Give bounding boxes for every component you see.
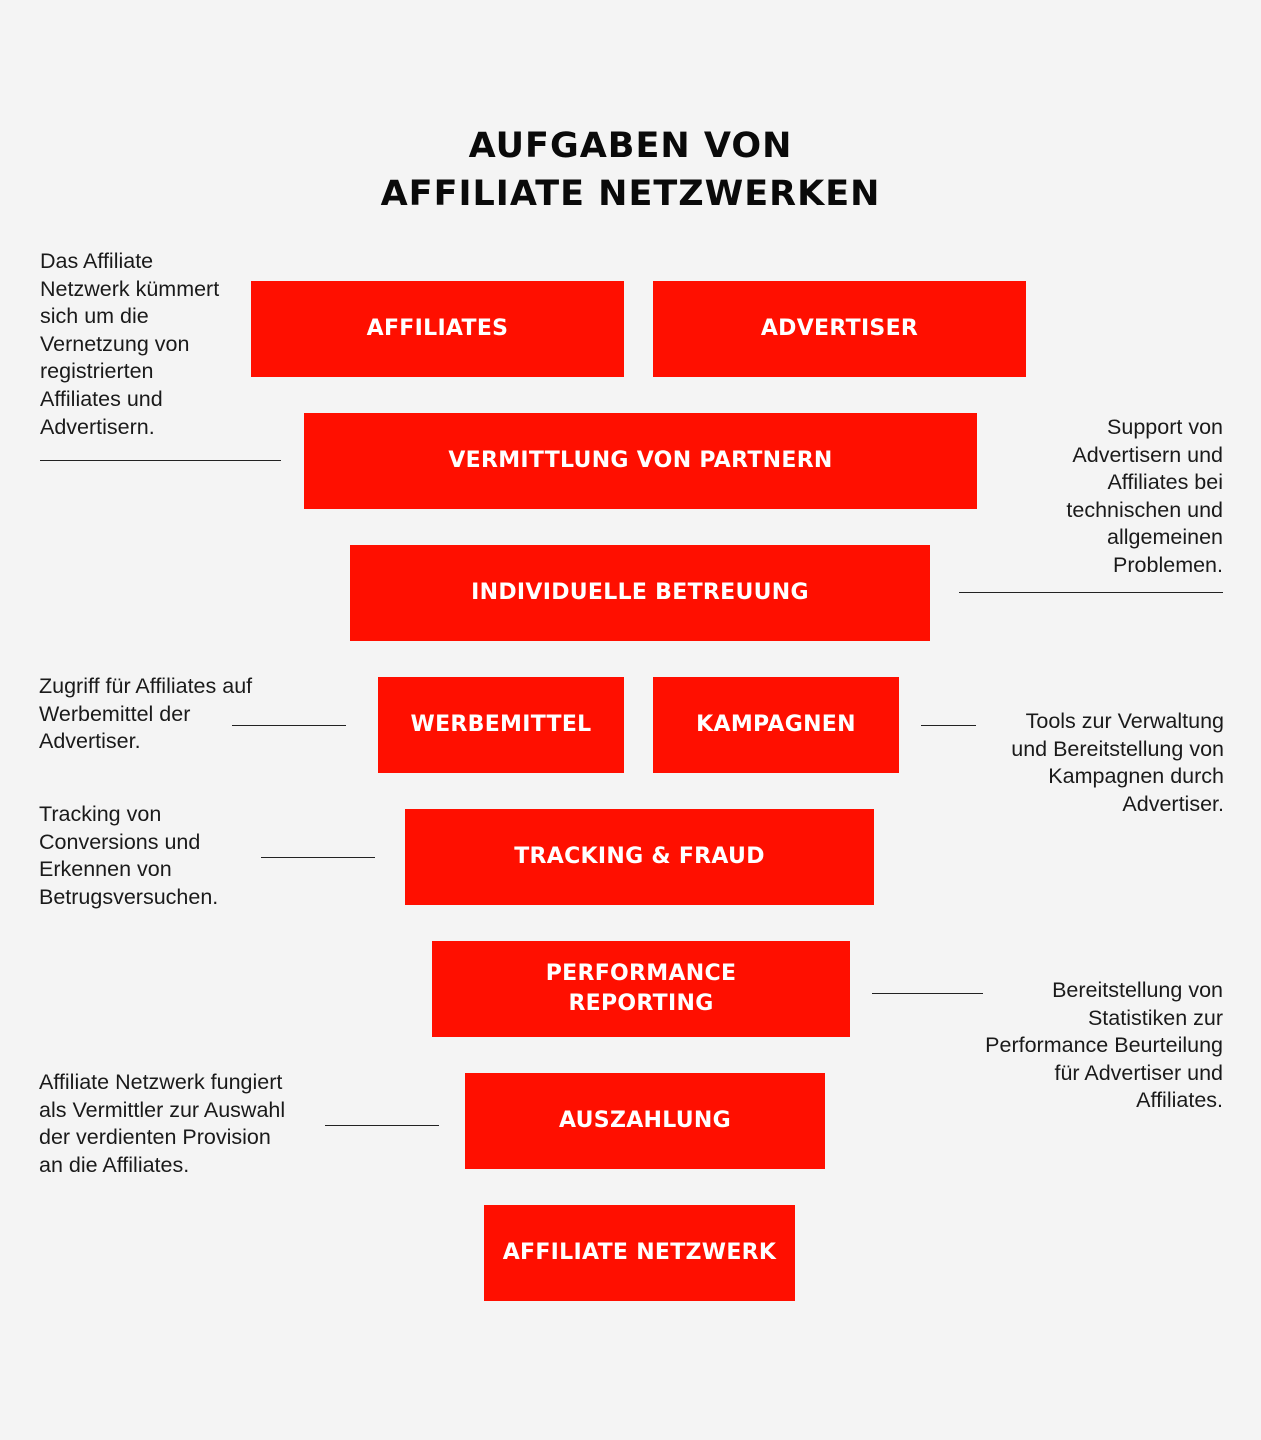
note-statistiken: Bereitstellung von Statistiken zur Performance Beurteilung für Advertiser und Affiliates.: [985, 978, 1223, 1113]
box-tracking-fraud: TRACKING & FRAUD: [405, 809, 874, 905]
diagram-title: [0, 122, 1261, 218]
box-kampagnen: KAMPAGNEN: [653, 677, 899, 773]
box-performance-reporting: [432, 941, 850, 1037]
note-auszahlung: Affiliate Netzwerk fungiert als Vermittler zur Auswahl der verdienten Provision an die Affiliates.: [39, 1070, 286, 1177]
connector-line-vernetzung: [40, 460, 281, 461]
performance-line-2: REPORTING: [568, 991, 714, 1016]
box-werbemittel: WERBEMITTEL: [378, 677, 624, 773]
performance-line-1: PERFORMANCE: [545, 961, 737, 986]
note-vernetzung: Das Affiliate Netzwerk kümmert sich um die Vernetzung von registrierten Affiliates und Advertisern.: [40, 249, 220, 439]
connector-line-kampagnen: [921, 725, 976, 726]
connector-line-auszahlung: [325, 1125, 439, 1126]
box-auszahlung: AUSZAHLUNG: [465, 1073, 825, 1169]
note-tools: Tools zur Verwaltung und Bereitstellung von Kampagnen durch Advertiser.: [1011, 709, 1224, 816]
connector-line-werbemittel: [232, 725, 346, 726]
note-zugriff: Zugriff für Affiliates auf Werbemittel der Advertiser.: [39, 674, 253, 754]
box-individuelle-betreuung: INDIVIDUELLE BETREUUNG: [350, 545, 930, 641]
box-vermittlung-von-partnern: VERMITTLUNG VON PARTNERN: [304, 413, 977, 509]
title-line-2: AFFILIATE NETZWERKEN: [380, 174, 881, 214]
box-affiliate-netzwerk: AFFILIATE NETZWERK: [484, 1205, 795, 1301]
note-tracking: Tracking von Conversions und Erkennen von Betrugsversuchen.: [39, 802, 219, 909]
connector-line-tracking: [261, 857, 375, 858]
box-affiliates: AFFILIATES: [251, 281, 624, 377]
title-line-1: AUFGABEN VON: [468, 126, 793, 166]
box-advertiser: ADVERTISER: [653, 281, 1026, 377]
connector-line-betreuung: [959, 592, 1223, 593]
note-support: Support von Advertisern und Affiliates bei technischen und allgemeinen Problemen.: [1066, 415, 1223, 577]
connector-line-performance: [872, 993, 983, 994]
